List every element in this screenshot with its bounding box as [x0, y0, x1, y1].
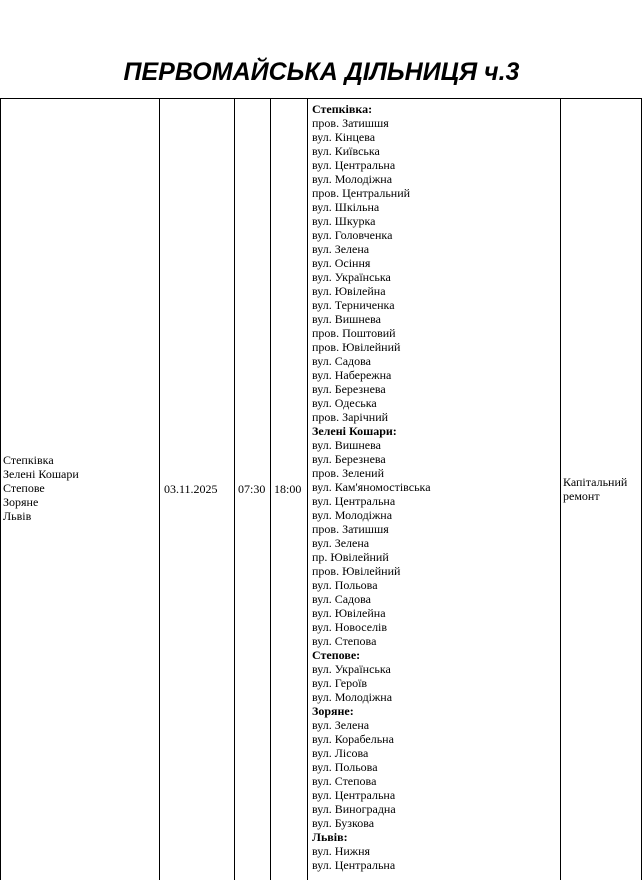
street-name: вул. Набережна: [312, 368, 392, 382]
street-name: вул. Польова: [312, 578, 378, 592]
street-name: пр. Ювілейний: [312, 550, 389, 564]
street-name: вул. Київська: [312, 144, 380, 158]
street-name: вул. Зелена: [312, 536, 370, 550]
street-name: вул. Головченка: [312, 228, 393, 242]
street-name: вул. Кінцева: [312, 130, 376, 144]
street-name: вул. Молодіжна: [312, 508, 393, 522]
street-name: вул. Українська: [312, 662, 391, 676]
page-title: ПЕРВОМАЙСЬКА ДІЛЬНИЦЯ ч.3: [123, 58, 520, 86]
street-name: вул. Ювілейна: [312, 284, 386, 298]
street-name: вул. Кам'яномостівська: [312, 480, 431, 494]
street-name: пров. Затишшя: [312, 522, 389, 536]
street-name: пров. Поштовий: [312, 326, 396, 340]
settlement-header: Степове:: [312, 648, 361, 662]
street-name: вул. Героїв: [312, 676, 368, 690]
settlement-name: Зелені Кошари: [3, 467, 79, 481]
street-name: вул. Березнева: [312, 382, 386, 396]
street-name: вул. Осіння: [312, 256, 371, 270]
column-divider: [234, 98, 235, 880]
street-name: вул. Лісова: [312, 746, 369, 760]
column-divider: [560, 98, 561, 880]
outage-reason: Капітальний ремонт: [563, 475, 628, 503]
column-divider: [159, 98, 160, 880]
street-name: вул. Центральна: [312, 858, 396, 872]
street-name: вул. Шкільна: [312, 200, 380, 214]
settlement-name: Зоряне: [3, 495, 39, 509]
street-name: вул. Українська: [312, 270, 391, 284]
settlement-header: Зоряне:: [312, 704, 354, 718]
street-name: вул. Степова: [312, 774, 377, 788]
column-divider: [0, 98, 1, 880]
outage-date: 03.11.2025: [164, 482, 218, 496]
street-name: вул. Нижня: [312, 844, 371, 858]
street-name: вул. Садова: [312, 354, 371, 368]
street-name: вул. Молодіжна: [312, 690, 393, 704]
street-name: пров. Зелений: [312, 466, 385, 480]
street-name: вул. Бузкова: [312, 816, 375, 830]
street-name: вул. Виноградна: [312, 802, 396, 816]
settlement-name: Степове: [3, 481, 45, 495]
street-name: пров. Ювілейний: [312, 564, 401, 578]
street-name: вул. Польова: [312, 760, 378, 774]
street-name: вул. Центральна: [312, 158, 396, 172]
street-name: вул. Корабельна: [312, 732, 394, 746]
street-name: вул. Березнева: [312, 452, 386, 466]
street-name: вул. Степова: [312, 634, 377, 648]
settlement-name: Степківка: [3, 453, 54, 467]
street-name: вул. Терниченка: [312, 298, 395, 312]
outage-start-time: 07:30: [238, 482, 266, 496]
street-name: вул. Зелена: [312, 242, 370, 256]
street-name: вул. Молодіжна: [312, 172, 393, 186]
street-name: вул. Садова: [312, 592, 371, 606]
settlements-cell: [3, 453, 79, 523]
street-name: вул. Шкурка: [312, 214, 376, 228]
street-name: пров. Центральний: [312, 186, 411, 200]
street-name: вул. Зелена: [312, 718, 370, 732]
street-name: вул. Центральна: [312, 494, 396, 508]
street-name: пров. Зарічний: [312, 410, 389, 424]
column-divider: [307, 98, 308, 880]
street-name: пров. Затишшя: [312, 116, 389, 130]
streets-cell: [312, 102, 431, 872]
settlement-header: Степківка:: [312, 102, 373, 116]
street-name: вул. Новоселів: [312, 620, 388, 634]
street-name: вул. Вишнева: [312, 438, 381, 452]
street-name: пров. Ювілейний: [312, 340, 401, 354]
street-name: вул. Одеська: [312, 396, 377, 410]
settlement-name: Львів: [3, 509, 32, 523]
settlement-header: Зелені Кошари:: [312, 424, 397, 438]
outage-end-time: 18:00: [274, 482, 302, 496]
settlement-header: Львів:: [312, 830, 348, 844]
column-divider: [270, 98, 271, 880]
street-name: вул. Центральна: [312, 788, 396, 802]
street-name: вул. Вишнева: [312, 312, 381, 326]
street-name: вул. Ювілейна: [312, 606, 386, 620]
